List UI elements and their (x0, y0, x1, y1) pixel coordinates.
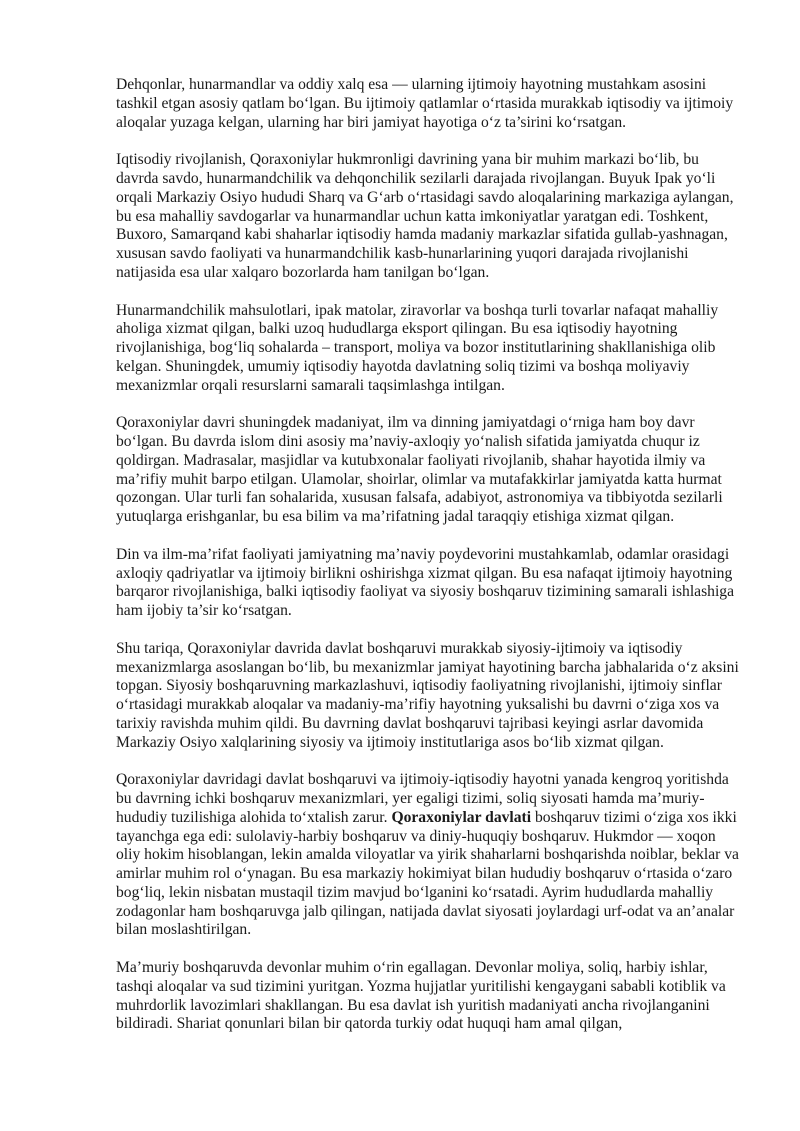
paragraph-1: Dehqonlar, hunarmandlar va oddiy xalq esa — ularning ijtimoiy hayotning mustahkam asosini tashkil etgan asosiy qatlam bo‘lgan. Bu ijtimoiy qatlamlar o‘rtasida murakkab iqtisodiy va ijtimoiy aloqalar yuzaga kelgan, ularning har biri jamiyat hayotiga o‘z ta’sirini ko‘rsatgan. (116, 76, 734, 131)
paragraph-8: Ma’muriy boshqaruvda devonlar muhim o‘rin egallagan. Devonlar moliya, soliq, harbiy ishlar, tashqi aloqalar va sud tizimini yuritgan. Yozma hujjatlar yuritilishi kengaygani sababli kotiblik va muhrdorlik lavozimlari shakllangan. Bu esa davlat ish yuritish madaniyati ancha rivojlanganini bildiradi. Shariat qonunlari bilan bir qatorda turkiy odat huquqi ham amal qilgan, (116, 959, 726, 1033)
paragraph-6: Shu tariqa, Qoraxoniylar davrida davlat boshqaruvi murakkab siyosiy-ijtimoiy va iqtisodiy mexanizmlarga asoslangan bo‘lib, bu mexanizmlar jamiyat hayotining barcha jabhalarida o‘z aksini topgan. Siyosiy boshqaruvning markazlashuvi, iqtisodiy faoliyatning rivojlanishi, ijtimoiy sinflar o‘rtasidagi murakkab aloqalar va madaniy-ma’rifiy hayotning yuksalishi bu davrni o‘ziga xos va tarixiy ravishda muhim qildi. Bu davrning davlat boshqaruvi tajribasi keyingi asrlar davomida Markaziy Osiyo xalqlarining siyosiy va ijtimoiy institutlariga asos bo‘lib xizmat qilgan. (116, 639, 739, 751)
paragraph-2: Iqtisodiy rivojlanish, Qoraxoniylar hukmronligi davrining yana bir muhim markazi bo‘lib, bu davrda savdo, hunarmandchilik va dehqonchilik sezilarli darajada rivojlangan. Buyuk Ipak yo‘li orqali Markaziy Osiyo hududi Sharq va G‘arb o‘rtasidagi savdo aloqalarining markaziga aylangan, bu esa mahalliy savdogarlar va hunarmandlar uchun katta imkoniyatlar yaratgan edi. Toshkent, Buxoro, Samarqand kabi shaharlar iqtisodiy hamda madaniy markazlar sifatida gullab-yashnagan, xususan savdo faoliyati va hunarmandchilik kasb-hunarlarining yuqori darajada rivojlanishi natijasida esa ular xalqaro bozorlarda ham tanilgan bo‘lgan. (116, 151, 734, 281)
paragraph-5: Din va ilm-ma’rifat faoliyati jamiyatning ma’naviy poydevorini mustahkamlab, odamlar orasidagi axloqiy qadriyatlar va ijtimoiy birlikni oshirishga xizmat qilgan. Bu esa nafaqat ijtimoiy hayotning barqaror rivojlanishiga, balki iqtisodiy faoliyat va siyosiy boshqaruv tizimining samarali ishlashiga ham ijobiy ta’sir ko‘rsatgan. (116, 545, 735, 619)
paragraph-7 (116, 771, 742, 940)
document-body (116, 76, 742, 1053)
paragraph-4: Qoraxoniylar davri shuningdek madaniyat, ilm va dinning jamiyatdagi o‘rniga ham boy davr bo‘lgan. Bu davrda islom dini asosiy ma’naviy-axloqiy yo‘nalish sifatida jamiyatda chuqur iz qoldirgan. Madrasalar, masjidlar va kutubxonalar faoliyati rivojlanib, shahar hayotida ilmiy va ma’rifiy muhit barpo etilgan. Ulamolar, shoirlar, olimlar va mutafakkirlar jamiyatda katta hurmat qozongan. Ular turli fan sohalarida, xususan falsafa, adabiyot, astronomiya va tibbiyotda sezilarli yutuqlarga erishganlar, bu esa bilim va ma’rifatning jadal taraqqiy etishiga xizmat qilgan. (116, 414, 723, 525)
paragraph-3: Hunarmandchilik mahsulotlari, ipak matolar, ziravorlar va boshqa turli tovarlar nafaqat mahalliy aholiga xizmat qilgan, balki uzoq hududlarga eksport qilingan. Bu esa iqtisodiy hayotning rivojlanishiga, bog‘liq sohalarda – transport, moliya va bozor institutlarining shakllanishiga olib kelgan. Shuningdek, umumiy iqtisodiy hayotda davlatning soliq tizimi va boshqa moliyaviy mexanizmlar orqali resurslarni samarali taqsimlashga intilgan. (116, 301, 719, 394)
bold-term-qoraxoniylar-davlati: Qoraxoniylar davlati (391, 808, 532, 826)
paragraph-7-text-before: Qoraxoniylar davridagi davlat boshqaruvi va ijtimoiy-iqtisodiy hayotni yanada kengroq yoritishda bu davrning ichki boshqaruv mexanizmlari, yer egaligi tizimi, soliq siyosati hamda ma’muriy-hududiy tuzilishiga alohida to‘xtalish zarur. (116, 771, 729, 826)
paragraph-7-text-after: boshqaruv tizimi o‘ziga xos ikki tayanchga ega edi: sulolaviy-harbiy boshqaruv va diniy-huquqiy boshqaruv. Hukmdor — xoqon oliy hokim hisoblangan, lekin amalda viloyatlar va yirik shaharlarni boshqarishda noiblar, beklar va amirlar muhim rol o‘ynagan. Bu esa markaziy hokimiyat bilan hududiy boshqaruv o‘rtasida o‘zaro bog‘liq, lekin nisbatan mustaqil tizim mavjud bo‘lganini ko‘rsatadi. Ayrim hududlarda mahalliy zodagonlar ham boshqaruvga jalb qilingan, natijada davlat siyosati joylardagi urf-odat va an’analar bilan moslashtirilgan. (116, 808, 739, 939)
